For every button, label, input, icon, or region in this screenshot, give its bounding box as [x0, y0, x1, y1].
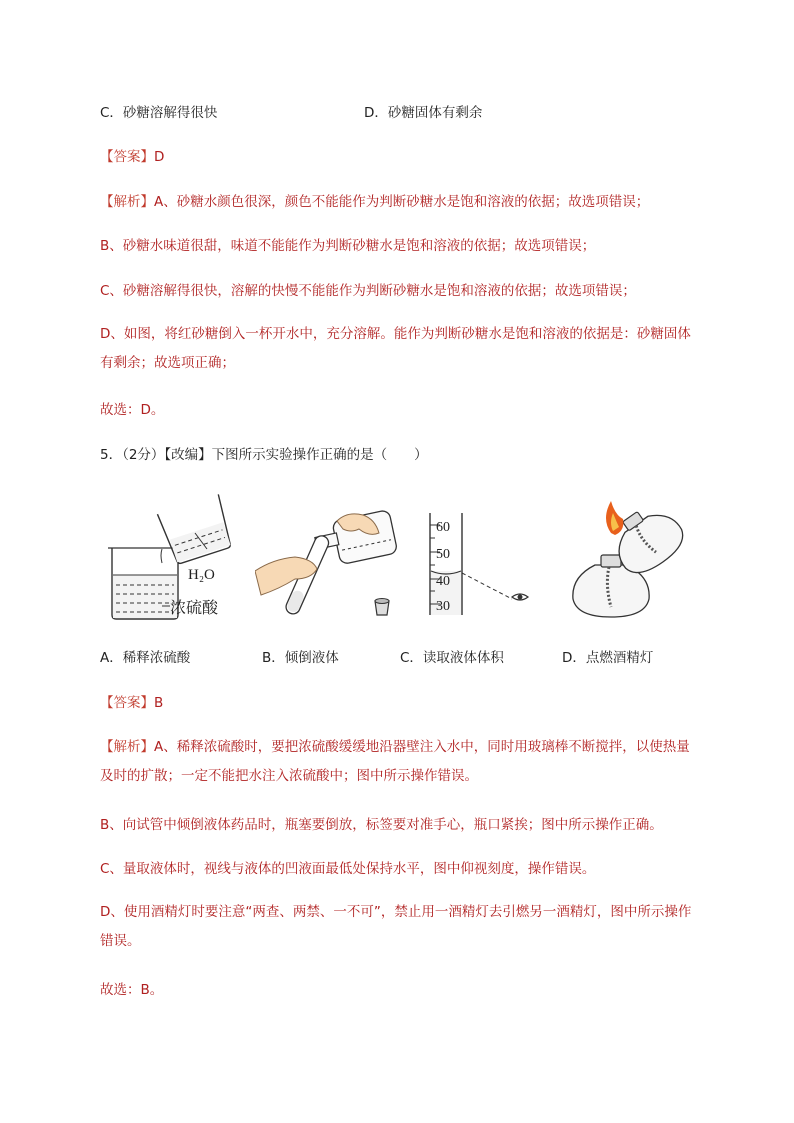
test-tube-pour-figure	[255, 493, 400, 628]
analysis-b-q4: B、砂糖水味道很甜，味道不能能作为判断砂糖水是饱和溶液的依据；故选项错误；	[100, 238, 596, 254]
answer-tag: 【答案】	[100, 695, 154, 711]
acid-label: 浓硫酸	[170, 598, 219, 617]
option-c: C．砂糖溶解得很快	[100, 105, 218, 121]
alcohol-lamp-drawing	[565, 493, 700, 628]
analysis-c-q4: C、砂糖溶解得很快，溶解的快慢不能能作为判断砂糖水是饱和溶液的依据；故选项错误；	[100, 283, 636, 299]
caption-b: B．倾倒液体	[262, 650, 339, 666]
answer-tag: 【答案】	[100, 149, 154, 165]
scale-label-40: 40	[436, 574, 450, 589]
analysis-d-q4: D、如图，将红砂糖倒入一杯开水中，充分溶解。能作为判断砂糖水是饱和溶液的依据是：砂糖固体有剩余；故选项正确；	[100, 326, 691, 371]
scale-label-60: 60	[436, 520, 450, 535]
scale-label-30: 30	[436, 599, 450, 614]
option-d: D．砂糖固体有剩余	[364, 105, 483, 121]
analysis-tag: 【解析】	[100, 739, 154, 755]
graduated-cylinder-figure	[420, 493, 545, 628]
analysis-a-q4	[100, 192, 649, 212]
test-tube-pour-drawing	[255, 493, 400, 628]
graduated-cylinder-drawing	[420, 493, 545, 628]
question-stem-q5: 5．（2分）【改编】下图所示实验操作正确的是（ ）	[100, 447, 428, 463]
water-label: H₂O	[188, 567, 215, 583]
analysis-text: A、砂糖水颜色很深，颜色不能能作为判断砂糖水是饱和溶液的依据；故选项错误；	[154, 194, 650, 210]
caption-c: C．读取液体体积	[400, 650, 504, 666]
answer-value: B	[154, 695, 164, 711]
choice-q4: 故选：D。	[100, 402, 165, 418]
answer-line-q4	[100, 147, 164, 167]
analysis-a-q5	[100, 733, 700, 791]
choice-q5: 故选：B。	[100, 982, 164, 998]
scale-label-50: 50	[436, 547, 450, 562]
caption-a: A．稀释浓硫酸	[100, 650, 191, 666]
analysis-b-q5: B、向试管中倾倒液体药品时，瓶塞要倒放，标签要对准手心，瓶口紧挨；图中所示操作正确。	[100, 817, 663, 833]
analysis-c-q5: C、量取液体时，视线与液体的凹液面最低处保持水平，图中仰视刻度，操作错误。	[100, 861, 596, 877]
analysis-tag: 【解析】	[100, 194, 154, 210]
analysis-d-q5: D、使用酒精灯时要注意“两查、两禁、一不可”，禁止用一酒精灯去引燃另一酒精灯，图中所示操作错误。	[100, 904, 692, 949]
beaker-pour-figure	[100, 493, 240, 628]
beaker-pour-drawing	[100, 493, 240, 628]
analysis-text: A、稀释浓硫酸时，要把浓硫酸缓缓地沿器壁注入水中，同时用玻璃棒不断搅拌，以使热量及时的扩散；一定不能把水注入浓硫酸中；图中所示操作错误。	[100, 739, 690, 784]
answer-value: D	[154, 149, 165, 165]
alcohol-lamp-figure	[565, 493, 700, 628]
answer-line-q5	[100, 693, 163, 713]
caption-d: D．点燃酒精灯	[562, 650, 654, 666]
